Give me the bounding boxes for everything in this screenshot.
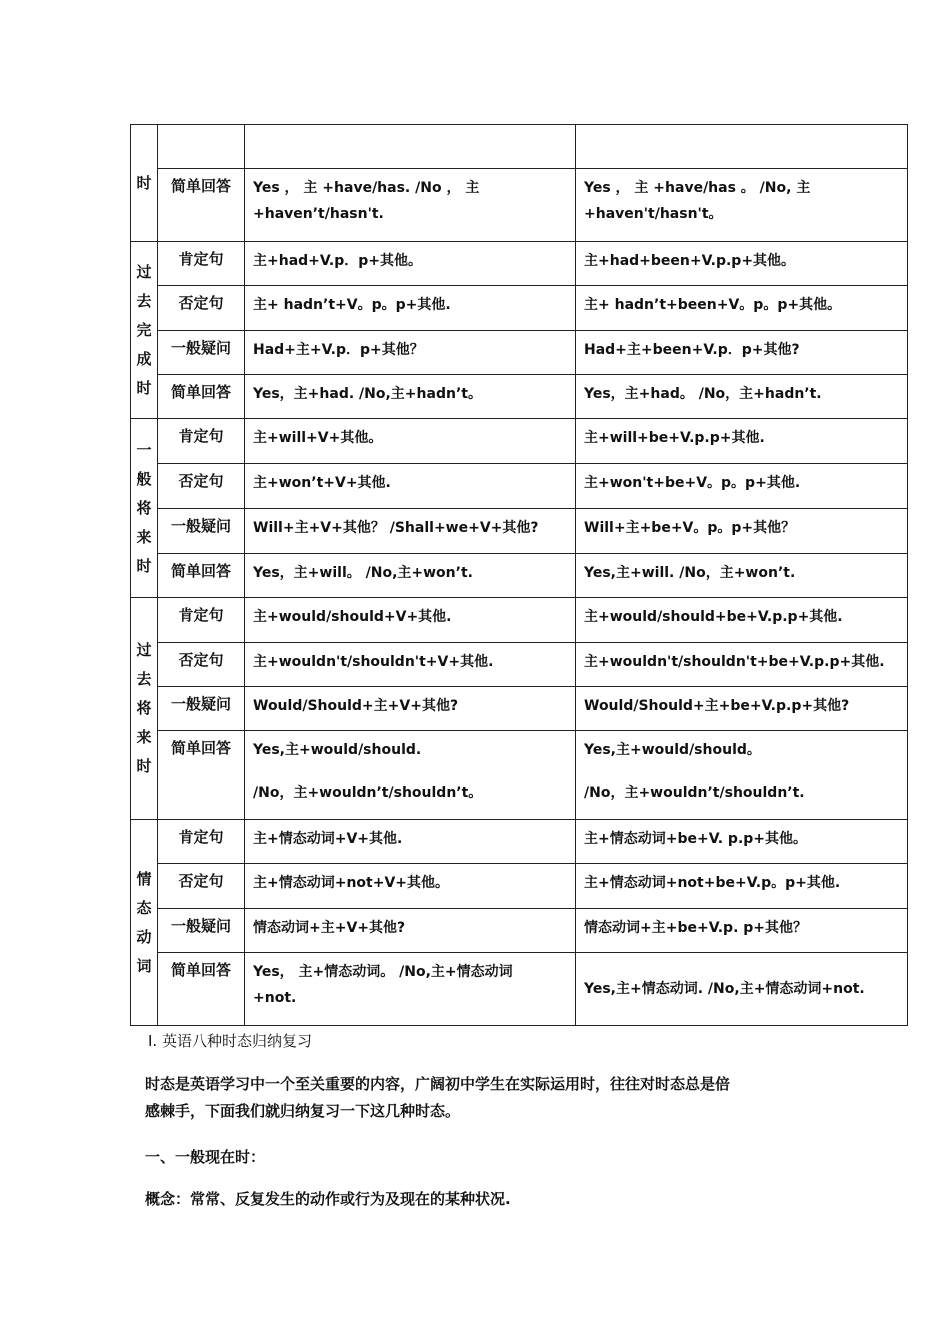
row-label: 一般疑问 bbox=[158, 909, 245, 953]
cell-passive: Yes，主+had。 /No，主+hadn’t. bbox=[576, 375, 908, 419]
table-row bbox=[131, 554, 908, 598]
cell-passive: Will+主+be+V。p。p+其他？ bbox=[576, 509, 908, 554]
intro-line-1: 时态是英语学习中一个至关重要的内容，广阔初中学生在实际运用时，往往对时态总是倍 bbox=[145, 1075, 731, 1093]
tense-table bbox=[130, 124, 908, 1026]
concept-text: 概念：常常、反复发生的动作或行为及现在的某种状况. bbox=[145, 1190, 511, 1208]
cell-active: 主+won’t+V+其他. bbox=[245, 464, 576, 509]
table-row bbox=[131, 464, 908, 509]
row-label: 一般疑问 bbox=[158, 687, 245, 731]
cell-active: 主+had+V.p．p+其他。 bbox=[245, 242, 576, 286]
table-row bbox=[131, 864, 908, 909]
section-label: 一般将来时 bbox=[131, 419, 158, 598]
table-row bbox=[131, 731, 908, 820]
cell-active: 情态动词+主+V+其他? bbox=[245, 909, 576, 953]
table-row bbox=[131, 687, 908, 731]
section-label: 过去将来时 bbox=[131, 598, 158, 820]
cell-active: Yes,主+would/should. /No，主+wouldn’t/shouldn’t。 bbox=[245, 731, 576, 820]
cell-active: Would/Should+主+V+其他? bbox=[245, 687, 576, 731]
cell-active: 主+ hadn’t+V。p。p+其他. bbox=[245, 286, 576, 331]
cell-active: Yes，主+had. /No,主+hadn’t。 bbox=[245, 375, 576, 419]
row-label: 简单回答 bbox=[158, 169, 245, 242]
cell-active: 主+would/should+V+其他. bbox=[245, 598, 576, 643]
row-label: 肯定句 bbox=[158, 242, 245, 286]
row-label: 一般疑问 bbox=[158, 509, 245, 554]
cell-active: 主+情态动词+V+其他. bbox=[245, 820, 576, 864]
table-row bbox=[131, 509, 908, 554]
cell-passive: Yes ， 主 +have/has 。 /No, 主 +haven't/hasn't。 bbox=[576, 169, 908, 242]
section-heading: Ⅰ. 英语八种时态归纳复习 bbox=[148, 1032, 312, 1050]
cell-passive: 主+ hadn’t+been+V。p。p+其他。 bbox=[576, 286, 908, 331]
row-label: 简单回答 bbox=[158, 554, 245, 598]
table-row bbox=[131, 375, 908, 419]
row-label: 简单回答 bbox=[158, 375, 245, 419]
table-row bbox=[131, 125, 908, 169]
table-row bbox=[131, 953, 908, 1026]
cell-active: Had+主+V.p．p+其他？ bbox=[245, 331, 576, 375]
cell-passive: 主+情态动词+be+V. p.p+其他。 bbox=[576, 820, 908, 864]
cell-passive: Would/Should+主+be+V.p.p+其他? bbox=[576, 687, 908, 731]
cell-passive: Yes,主+will. /No，主+won’t. bbox=[576, 554, 908, 598]
cell-passive: 主+won't+be+V。p。p+其他. bbox=[576, 464, 908, 509]
row-label: 一般疑问 bbox=[158, 331, 245, 375]
section-label: 时 bbox=[131, 125, 158, 242]
row-label: 肯定句 bbox=[158, 820, 245, 864]
section-label: 情态动词 bbox=[131, 820, 158, 1026]
table-row bbox=[131, 820, 908, 864]
cell-active: 主+wouldn't/shouldn't+V+其他. bbox=[245, 643, 576, 687]
cell-passive: 主+wouldn't/shouldn't+be+V.p.p+其他. bbox=[576, 643, 908, 687]
cell-passive: 主+情态动词+not+be+V.p。p+其他. bbox=[576, 864, 908, 909]
cell-passive: 情态动词+主+be+V.p. p+其他？ bbox=[576, 909, 908, 953]
cell-active: Yes， 主+情态动词。 /No,主+情态动词 +not. bbox=[245, 953, 576, 1026]
cell-passive: 主+will+be+V.p.p+其他. bbox=[576, 419, 908, 464]
table-row bbox=[131, 169, 908, 242]
table-row bbox=[131, 419, 908, 464]
cell-active: 主+情态动词+not+V+其他。 bbox=[245, 864, 576, 909]
row-label: 简单回答 bbox=[158, 731, 245, 820]
cell-passive: Yes,主+would/should。 /No，主+wouldn’t/shouldn’t. bbox=[576, 731, 908, 820]
cell-passive: 主+had+been+V.p.p+其他。 bbox=[576, 242, 908, 286]
table-row bbox=[131, 643, 908, 687]
subheading: 一、一般现在时： bbox=[145, 1148, 266, 1166]
cell-passive: 主+would/should+be+V.p.p+其他. bbox=[576, 598, 908, 643]
cell-active: 主+will+V+其他。 bbox=[245, 419, 576, 464]
cell-active: Will+主+V+其他？ /Shall+we+V+其他? bbox=[245, 509, 576, 554]
row-label: 肯定句 bbox=[158, 419, 245, 464]
table-row bbox=[131, 331, 908, 375]
table-row bbox=[131, 909, 908, 953]
cell-active: Yes，主+will。 /No,主+won’t. bbox=[245, 554, 576, 598]
section-label: 过去完成时 bbox=[131, 242, 158, 419]
row-label: 否定句 bbox=[158, 286, 245, 331]
row-label: 否定句 bbox=[158, 643, 245, 687]
cell-passive: Yes,主+情态动词. /No,主+情态动词+not. bbox=[576, 953, 908, 1026]
cell-passive: Had+主+been+V.p．p+其他? bbox=[576, 331, 908, 375]
table-row bbox=[131, 242, 908, 286]
table-row bbox=[131, 598, 908, 643]
row-label: 肯定句 bbox=[158, 598, 245, 643]
row-label: 简单回答 bbox=[158, 953, 245, 1026]
intro-line-2: 感棘手，下面我们就归纳复习一下这几种时态。 bbox=[145, 1102, 461, 1120]
row-label: 否定句 bbox=[158, 464, 245, 509]
row-label: 否定句 bbox=[158, 864, 245, 909]
table-row bbox=[131, 286, 908, 331]
cell-active: Yes ， 主 +have/has. /No ， 主 +haven’t/hasn't. bbox=[245, 169, 576, 242]
